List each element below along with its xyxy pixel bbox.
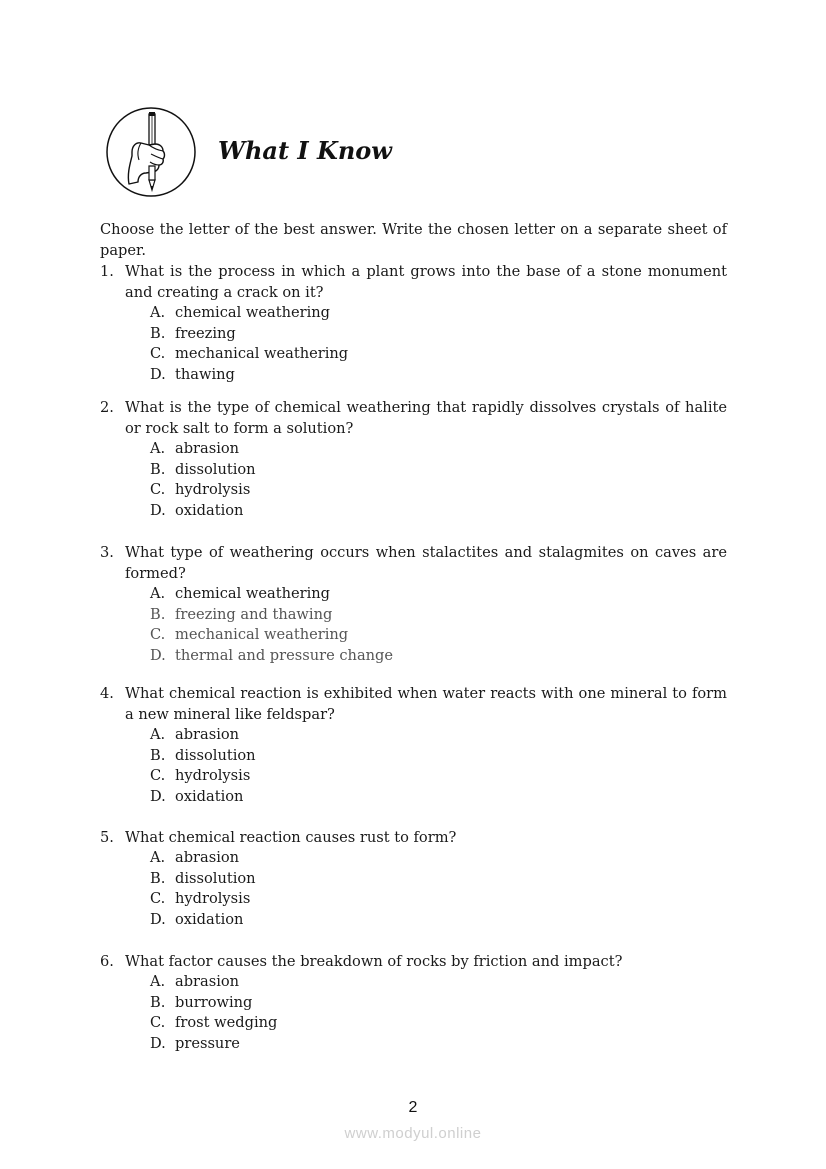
option-letter: A. [150, 304, 166, 321]
option-letter: B. [150, 605, 166, 623]
option-letter: A. [150, 440, 166, 457]
option-text: frost wedging [175, 1014, 278, 1031]
option-item [100, 460, 727, 481]
option-item [100, 725, 727, 746]
question-number: 3. [100, 544, 114, 561]
option-text: burrowing [175, 993, 253, 1011]
question-number: 1. [100, 263, 114, 280]
option-item [100, 439, 727, 460]
option-text: hydrolysis [175, 890, 251, 907]
question-3 [100, 542, 727, 666]
option-item [100, 889, 727, 910]
question-5 [100, 827, 727, 930]
option-item [100, 910, 727, 931]
option-text: thawing [175, 365, 235, 383]
option-item [100, 605, 727, 626]
option-item [100, 646, 727, 667]
hand-holding-pencil-icon [105, 106, 197, 198]
option-text: mechanical weathering [175, 345, 349, 362]
option-list [100, 848, 727, 930]
option-item [100, 365, 727, 386]
option-text: freezing [175, 324, 236, 342]
option-letter: C. [150, 481, 166, 498]
question-text: What chemical reaction is exhibited when water reacts with one mineral to form a new mineral like feldspar? [125, 685, 727, 723]
option-item [100, 746, 727, 767]
option-letter: C. [150, 626, 166, 643]
option-letter: B. [150, 869, 166, 887]
option-item [100, 1034, 727, 1055]
question-number: 6. [100, 953, 114, 970]
option-letter: C. [150, 345, 166, 362]
option-letter: A. [150, 849, 166, 866]
option-item [100, 344, 727, 365]
section-title: What I Know [218, 136, 392, 165]
option-item [100, 584, 727, 605]
option-item [100, 324, 727, 345]
option-letter: D. [150, 365, 166, 383]
question-4 [100, 683, 727, 807]
option-text: dissolution [175, 869, 256, 887]
option-letter: D. [150, 1034, 166, 1052]
question-number: 5. [100, 829, 114, 846]
option-text: thermal and pressure change [175, 646, 394, 664]
option-text: oxidation [175, 910, 244, 928]
option-text: dissolution [175, 460, 256, 478]
option-letter: B. [150, 993, 166, 1011]
option-text: hydrolysis [175, 767, 251, 784]
option-list [100, 972, 727, 1054]
option-item [100, 972, 727, 993]
option-letter: D. [150, 501, 166, 519]
option-letter: C. [150, 1014, 166, 1031]
option-list [100, 303, 727, 385]
option-letter: C. [150, 767, 166, 784]
question-number: 2. [100, 399, 114, 416]
option-text: chemical weathering [175, 585, 331, 602]
question-number: 4. [100, 685, 114, 702]
question-text: What chemical reaction causes rust to form? [125, 829, 457, 846]
option-item [100, 1013, 727, 1034]
option-text: mechanical weathering [175, 626, 349, 643]
option-item [100, 625, 727, 646]
option-text: freezing and thawing [175, 605, 333, 623]
option-letter: D. [150, 910, 166, 928]
option-letter: D. [150, 787, 166, 805]
option-item [100, 501, 727, 522]
option-list [100, 439, 727, 521]
option-list [100, 725, 727, 807]
instructions: Choose the letter of the best answer. Write the chosen letter on a separate sheet of paper. [100, 221, 727, 259]
option-item [100, 480, 727, 501]
question-2 [100, 397, 727, 521]
option-text: chemical weathering [175, 304, 331, 321]
question-6 [100, 951, 727, 1054]
option-text: abrasion [175, 973, 240, 990]
option-item [100, 766, 727, 787]
option-text: oxidation [175, 787, 244, 805]
question-text: What is the process in which a plant grows into the base of a stone monument and creating a crack on it? [125, 263, 727, 301]
question-text: What factor causes the breakdown of rocks by friction and impact? [125, 953, 623, 970]
option-item [100, 303, 727, 324]
option-text: abrasion [175, 726, 240, 743]
option-text: hydrolysis [175, 481, 251, 498]
option-text: oxidation [175, 501, 244, 519]
option-letter: B. [150, 324, 166, 342]
option-item [100, 848, 727, 869]
option-item [100, 787, 727, 808]
option-letter: B. [150, 460, 166, 478]
option-text: abrasion [175, 440, 240, 457]
option-letter: A. [150, 726, 166, 743]
question-text: What is the type of chemical weathering that rapidly dissolves crystals of halite or rock salt to form a solution? [125, 399, 727, 437]
option-text: pressure [175, 1034, 240, 1052]
watermark: www.modyul.online [344, 1125, 482, 1142]
option-item [100, 993, 727, 1014]
option-letter: A. [150, 973, 166, 990]
option-letter: B. [150, 746, 166, 764]
option-letter: A. [150, 585, 166, 602]
option-list [100, 584, 727, 666]
option-text: abrasion [175, 849, 240, 866]
question-1 [100, 261, 727, 385]
question-text: What type of weathering occurs when stalactites and stalagmites on caves are formed? [125, 544, 727, 582]
option-letter: C. [150, 890, 166, 907]
option-item [100, 869, 727, 890]
page-number: 2 [408, 1099, 418, 1116]
option-letter: D. [150, 646, 166, 664]
option-text: dissolution [175, 746, 256, 764]
